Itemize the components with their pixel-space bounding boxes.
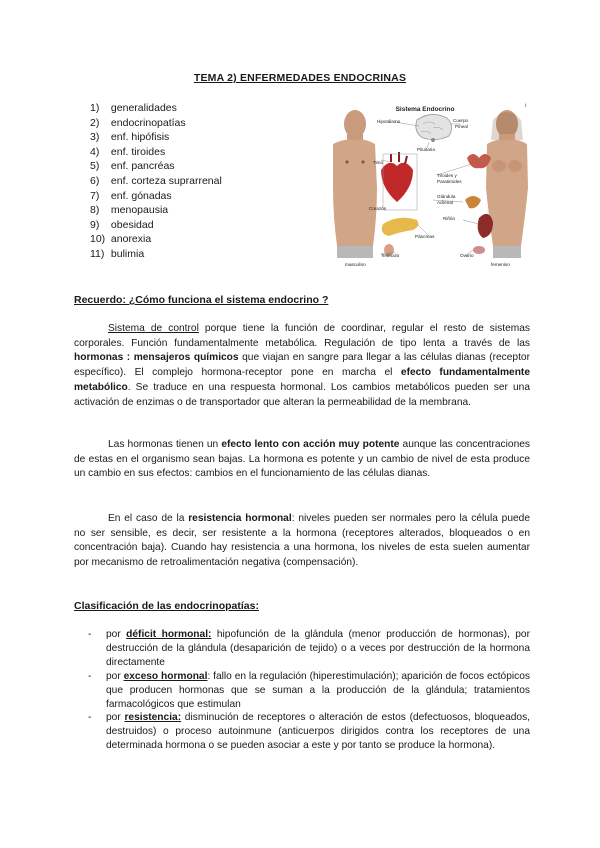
section-heading-recuerdo: Recuerdo: ¿Cómo funciona el sistema endocrino ?	[74, 294, 329, 306]
heart-illustration	[381, 152, 417, 210]
label-testiculo: Testículo	[381, 253, 400, 258]
list-item: 5) enf. pancréas	[90, 160, 175, 173]
list-item: - por exceso hormonal: fallo en la regulación (hiperestimulación); aparición de focos ectópicos que producen hormonas que se suman a la producción de la glándula; tratamientos farmacológicos que estimulan	[88, 670, 530, 710]
label-corazon: Corazón	[369, 206, 387, 211]
label-tiroides-line1: Tiroides y	[437, 173, 457, 178]
diagram-title: Sistema Endocrino	[395, 106, 455, 113]
label-masculino: masculino	[345, 262, 366, 267]
label-cuerpo-pineal-line2: Pineal	[455, 124, 468, 129]
label-femenino: femenino	[491, 262, 510, 267]
label-ovario: Ovario	[460, 253, 474, 258]
list-item: - por déficit hormonal: hipofunción de la glándula (menor producción de hormonas), por destrucción de la glándula (desaparición de tejido) o a veces por destrucción de la hormona directamente	[88, 629, 530, 668]
endocrine-system-diagram	[333, 96, 529, 272]
list-item: 2) endocrinopatías	[90, 116, 186, 129]
list-item: 9) obesidad	[90, 218, 154, 231]
section-heading-clasificacion: Clasificación de las endocrinopatías:	[74, 600, 259, 612]
list-item: 1) generalidades	[90, 102, 177, 114]
pancreas-illustration	[382, 218, 418, 236]
list-item: 7) enf. gónadas	[90, 189, 172, 202]
paragraph-resistencia: En el caso de la resistencia hormonal: niveles pueden ser normales pero la célula puede no ser sensible, es decir, ser resistente a la hormona (receptores alterados, bloqueados o en concentración baja). Cuando hay resistencia a una hormona, los niveles de esta suelen aumentar por mecanismo de retroalimentación negativa (compensación).	[74, 513, 531, 569]
list-item: 4) enf. tiroides	[90, 145, 166, 158]
label-tiroides-line2: Paratiroides	[437, 179, 462, 184]
label-timo: Timo	[373, 160, 384, 165]
label-cuerpo-pineal-line1: Cuerpo	[453, 118, 469, 123]
ovary-illustration	[473, 246, 485, 254]
list-item: 6) enf. corteza suprarrenal	[90, 174, 222, 187]
kidney-illustration	[478, 214, 493, 238]
page-title: TEMA 2) ENFERMEDADES ENDOCRINAS	[193, 72, 407, 84]
list-item: - por resistencia: disminución de receptores o alteración de estos (defectuosos, bloqueados, destruidos) o proceso autoinmune (anticuerpos dirigidos contra los receptores de una determinada hormona o se pueden asociar a este y por tanto se produce la hormona).	[88, 712, 530, 752]
paragraph-efecto-lento: Las hormonas tienen un efecto lento con acción muy potente aunque las concentraciones de estas en el organismo sean bajas. La hormona es potente y un cambio de nivel de esta produce un cambio en sus efectos: cambios en el funcionamiento de las células dianas.	[74, 439, 531, 480]
female-figure	[486, 110, 528, 258]
label-glandula-line2: Adrenal	[437, 200, 453, 205]
label-pancreas: Páncreas	[415, 234, 435, 239]
classification-list	[88, 628, 530, 753]
list-item: 11) bulimia	[90, 247, 145, 260]
label-glandula-line1: Glándula	[437, 194, 456, 199]
label-hipotalamo: Hipotálamo	[377, 119, 401, 124]
list-item: 8) menopausia	[90, 204, 169, 217]
paragraph-sistema-control: Sistema de control porque tiene la función de coordinar, regular el resto de sistemas corporales. Función fundamentalmente metabólica. Regulación de tipo lenta a través de las hormonas : mensajeros químicos que viajan en sangre para llegar a las células dianas (receptor específico). El complejo hormona-receptor pone en marcha el efecto fundamentalmente metabólico. Se traduce en una respuesta hormonal. Los cambios metabólicos pueden ser una activación de enzimas o de transportador que alteran la permeabilidad de la membrana.	[74, 323, 530, 408]
label-rinon: Riñón	[443, 216, 456, 221]
list-item: 3) enf. hipófisis	[90, 131, 170, 144]
male-figure	[333, 110, 377, 258]
adrenal-gland-illustration	[465, 196, 481, 208]
list-item: 10) anorexia	[90, 233, 152, 246]
topic-list	[90, 101, 222, 262]
diagram-corner-mark: i	[525, 103, 527, 109]
label-pituitaria: Pituitaria	[417, 147, 435, 152]
brain-illustration	[416, 114, 452, 142]
